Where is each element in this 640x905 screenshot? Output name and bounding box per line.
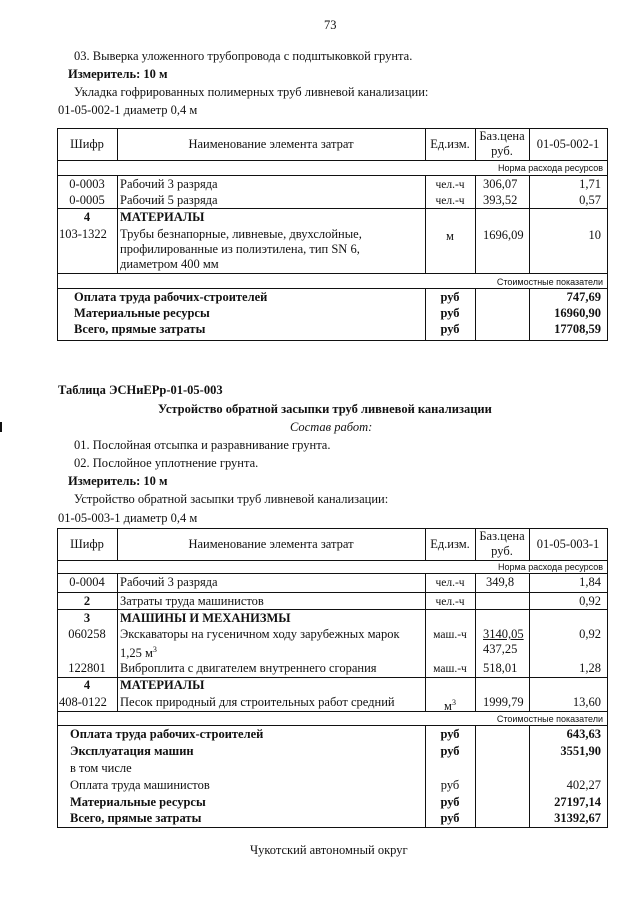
row-value: 1,84 [579, 575, 601, 589]
total-value: 643,63 [566, 727, 601, 741]
row-code: 0-0003 [69, 177, 105, 191]
margin-mark [0, 422, 2, 432]
total-name: Оплата труда рабочих-строителей [74, 290, 268, 304]
row-unit: маш.-ч [433, 629, 467, 641]
measure-label: Измеритель: 10 м [68, 474, 168, 488]
pipe-laying-title: Укладка гофрированных полимерных труб ливневой канализации: [74, 85, 429, 99]
row-price-secondary: 437,25 [483, 642, 518, 656]
norm-code-line: 01-05-002-1 диаметр 0,4 м [58, 103, 198, 117]
col-header-norm-code: 01-05-002-1 [536, 137, 600, 151]
row-value: 13,60 [572, 695, 601, 709]
row-value: 0,92 [579, 627, 601, 641]
col-header-price-unit: руб. [491, 544, 513, 558]
total-unit: руб [440, 306, 460, 320]
work-step-02: 02. Послойное уплотнение грунта. [74, 456, 259, 470]
col-header-norm-code: 01-05-003-1 [536, 537, 600, 551]
row-name: Затраты труда машинистов [120, 594, 264, 608]
total-name: Всего, прямые затраты [74, 322, 206, 336]
row-name: Песок природный для строительных работ средний [120, 695, 395, 709]
total-value: 3551,90 [560, 744, 601, 758]
row-name-line1: Экскаваторы на гусеничном ходу зарубежных марок [120, 627, 400, 641]
row-price-primary: 3140,05 [483, 627, 524, 641]
total-unit: руб [440, 744, 460, 758]
col-header-price: Баз.цена [479, 529, 525, 543]
row-name-line2: профилированные из полиэтилена, тип SN 6, [120, 242, 360, 256]
works-composition-title: Состав работ: [290, 420, 373, 434]
row-unit: чел.-ч [435, 195, 465, 207]
group-code: 4 [83, 210, 91, 224]
total-name: Оплата труда машинистов [70, 778, 210, 792]
page-footer: Чукотский автономный округ [250, 843, 408, 857]
total-name: Всего, прямые затраты [70, 811, 202, 825]
work-step-01: 01. Послойная отсыпка и разравнивание грунта. [74, 438, 331, 452]
row-name: Виброплита с двигателем внутреннего сгорания [120, 661, 377, 675]
total-unit: руб [440, 778, 460, 792]
total-name: Материальные ресурсы [70, 795, 206, 809]
row-code: 408-0122 [59, 695, 107, 709]
row-name: Рабочий 3 разряда [120, 177, 218, 191]
row-price: 306,07 [483, 177, 518, 191]
total-value: 31392,67 [554, 811, 601, 825]
row-name-line2: 1,25 $м^3$ [120, 645, 157, 661]
row-value: 1,28 [579, 661, 601, 675]
row-name-line3: диаметром 400 мм [120, 257, 219, 271]
table-title: Таблица ЭСНиЕРр-01-05-003 [58, 383, 223, 397]
cost-indicators-label: Стоимостные показатели [496, 714, 603, 724]
col-header-price: Баз.цена [479, 129, 525, 143]
total-name: Материальные ресурсы [74, 306, 210, 320]
row-code: 122801 [68, 661, 106, 675]
norm-resources-label: Норма расхода ресурсов [498, 562, 603, 572]
row-unit: м [446, 229, 454, 243]
row-price: 1696,09 [483, 228, 524, 242]
row-unit: $м^3$ [444, 698, 456, 714]
work-step-03: 03. Выверка уложенного трубопровода с подштыковкой грунта. [74, 49, 413, 63]
group-name: МАШИНЫ И МЕХАНИЗМЫ [120, 611, 291, 625]
col-header-price-unit: руб. [491, 144, 513, 158]
total-value: 16960,90 [554, 306, 601, 320]
group-code: 4 [83, 678, 91, 692]
page-number: 73 [324, 18, 337, 32]
total-unit: руб [440, 727, 460, 741]
total-value: 17708,59 [554, 322, 601, 336]
row-price: 518,01 [483, 661, 518, 675]
cost-indicators-label: Стоимостные показатели [496, 277, 603, 287]
row-unit: чел.-ч [435, 577, 465, 589]
group-code: 3 [83, 611, 91, 625]
row-code: 0-0004 [69, 575, 105, 589]
col-header-unit: Ед.изм. [430, 537, 470, 551]
row-code: 2 [83, 594, 91, 608]
total-name: в том числе [70, 761, 132, 775]
row-unit: маш.-ч [433, 663, 467, 675]
col-header-code: Шифр [70, 137, 104, 151]
measure-label: Измеритель: 10 м [68, 67, 168, 81]
row-value: 0,57 [579, 193, 601, 207]
norm-code-line: 01-05-003-1 диаметр 0,4 м [58, 511, 198, 525]
total-name: Оплата труда рабочих-строителей [70, 727, 264, 741]
total-name: Эксплуатация машин [70, 744, 194, 758]
row-name-line1: Трубы безнапорные, ливневые, двухслойные, [120, 227, 362, 241]
backfill-title: Устройство обратной засыпки труб ливневой канализации: [74, 492, 389, 506]
table-subtitle: Устройство обратной засыпки труб ливневой канализации [158, 402, 492, 416]
total-value: 27197,14 [554, 795, 601, 809]
total-unit: руб [440, 795, 460, 809]
row-name: Рабочий 5 разряда [120, 193, 218, 207]
group-name: МАТЕРИАЛЫ [120, 678, 205, 692]
col-header-name: Наименование элемента затрат [188, 137, 354, 151]
col-header-name: Наименование элемента затрат [188, 537, 354, 551]
group-name: МАТЕРИАЛЫ [120, 210, 205, 224]
col-header-code: Шифр [70, 537, 104, 551]
total-value: 747,69 [566, 290, 601, 304]
row-value: 0,92 [579, 594, 601, 608]
row-code: 0-0005 [69, 193, 105, 207]
total-unit: руб [440, 290, 460, 304]
row-unit: чел.-ч [435, 179, 465, 191]
norm-resources-label: Норма расхода ресурсов [498, 163, 603, 173]
total-value: 402,27 [566, 778, 601, 792]
row-unit: чел.-ч [435, 596, 465, 608]
col-header-unit: Ед.изм. [430, 137, 470, 151]
row-name: Рабочий 3 разряда [120, 575, 218, 589]
row-price: 393,52 [483, 193, 518, 207]
total-unit: руб [440, 811, 460, 825]
row-price: 1999,79 [483, 695, 524, 709]
row-code: 103-1322 [59, 227, 107, 241]
row-code: 060258 [68, 627, 106, 641]
row-value: 10 [588, 228, 601, 242]
total-unit: руб [440, 322, 460, 336]
row-price: 349,8 [486, 575, 515, 589]
row-value: 1,71 [579, 177, 601, 191]
